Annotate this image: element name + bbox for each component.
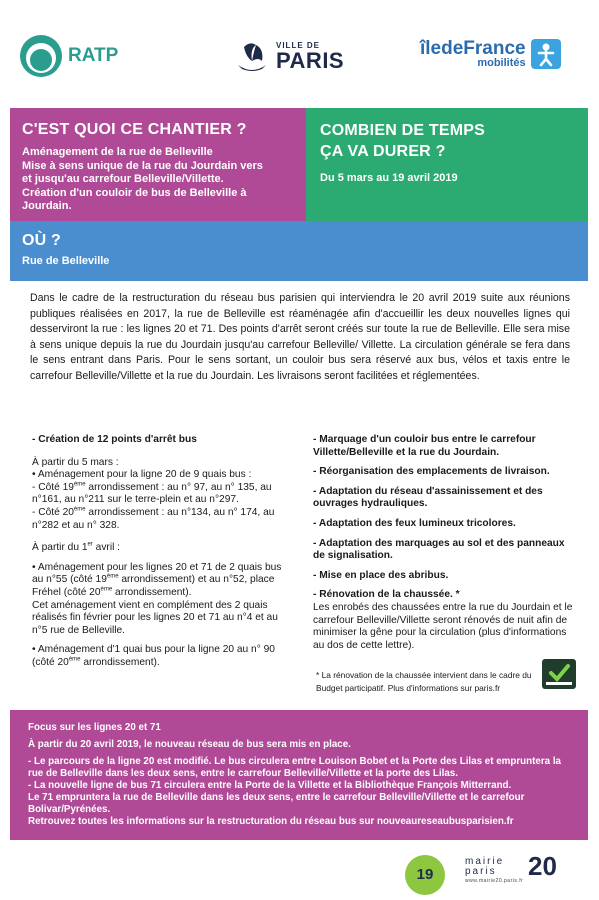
idf-logo-big: îledeFrance (420, 38, 526, 59)
what-line: et jusqu'au carrefour Belleville/Villette. (22, 173, 224, 185)
mairie-logo: mairie paris www.mairie20.paris.fr (465, 856, 524, 884)
duration-title: COMBIEN DE TEMPS (320, 122, 485, 139)
list-item: • Aménagement pour les lignes 20 et 71 de 2 quais bus au n°55 (côté 19ème arrondissement) et au n°52, place Fréhel (côté 20ème arrondissement). (32, 561, 282, 598)
list-item: - Adaptation des marquages au sol et des panneaux de signalisation. (313, 537, 565, 562)
focus-line: Le 71 empruntera la rue de Belleville dans les deux sens, entre le carrefour Belleville/Villette et le carrefour Bolivar/Pyrénées. (28, 792, 525, 815)
focus-line: Retrouvez toutes les informations sur la restructuration du réseau bus sur nouveaureseaubusparisien.fr (28, 816, 514, 827)
paris-logo-small: VILLE DE (276, 41, 321, 50)
intro-paragraph: Dans le cadre de la restructuration du réseau bus parisien qui interviendra le 20 avril 2019 suite aux réunions publiques réalisées en 2017, la rue de Belleville est réaménagée afin d'accueillir les deux nouvelles lignes qui desserviront la rue : les lignes 20 et 71. Des points d'arrêt seront créés sur toute la rue de Belleville. Elle sera mise à sens unique depuis la rue du Jourdain jusqu'au carrefour Belleville/ Villette. La circulation générale se fera dans le sens entrant dans Paris. Pour le sens sortant, un couloir bus sera réservé aux bus, vélos et taxis entre le carrefour Belleville/Villette et la rue du Jourdain. Les livraisons seront facilitées et réglementées. (30, 292, 570, 382)
what-section (10, 108, 306, 221)
list-item: - Création de 12 points d'arrêt bus (32, 434, 197, 445)
focus-line: À partir du 20 avril 2019, le nouveau réseau de bus sera mis en place. (28, 739, 351, 750)
focus-line: - Le parcours de la ligne 20 est modifié. Le bus circulera entre Louison Bobet et la Porte des Lilas et empruntera la rue de Belleville dans les deux sens, entre le carrefour Belleville/Villette et la porte des Lilas. (28, 756, 561, 779)
what-line: Aménagement de la rue de Belleville (22, 146, 213, 158)
list-item: À partir du 1er avril : (32, 541, 121, 554)
what-title: C'EST QUOI CE CHANTIER ? (22, 121, 247, 138)
list-item: - Adaptation des feux lumineux tricolores. (313, 517, 516, 529)
works-list-right (313, 434, 575, 652)
paris-logo-big: PARIS (276, 48, 345, 73)
what-line: Création d'un couloir de bus de Belleville à Jourdain. (22, 186, 247, 212)
duration-section (306, 108, 588, 221)
ratp-wordmark: RATP (68, 45, 119, 66)
ratp-logo (20, 35, 118, 77)
list-item: - Marquage d'un couloir bus entre le carrefour Villette/Belleville et la rue du Jourdain. (313, 434, 536, 458)
paris-ship-icon (232, 39, 272, 75)
budget-participatif-icon (542, 659, 576, 689)
footnote: * La rénovation de la chaussée intervient dans le cadre du Budget participatif. Plus d'informations sur paris.fr (316, 670, 532, 693)
focus-title: Focus sur les lignes 20 et 71 (28, 722, 161, 733)
arrondissement-19-badge: 19 (405, 855, 445, 895)
header-logos (10, 5, 588, 105)
paris-logo (232, 39, 344, 75)
duration-title: ÇA VA DURER ? (320, 143, 446, 160)
mairie-number: 20 (528, 851, 557, 881)
focus-section (10, 710, 588, 840)
ratp-emblem-icon (20, 35, 62, 77)
list-item: Les enrobés des chaussées entre la rue du Jourdain et le carrefour Belleville/Villette seront rénovés de nuit afin de minimiser la gêne pour la circulation (plus d'informations au dos de cette lettre). (313, 601, 573, 651)
list-item: À partir du 5 mars : (32, 456, 119, 468)
duration-dates: Du 5 mars au 19 avril 2019 (320, 172, 458, 184)
where-section (10, 221, 588, 281)
what-line: Mise à sens unique de la rue du Jourdain vers (22, 159, 263, 172)
list-item: - Côté 20ème arrondissement : au n°134, au n° 174, au n°282 et au n° 328. (32, 506, 275, 531)
list-item: - Réorganisation des emplacements de livraison. (313, 466, 550, 478)
list-item: - Adaptation du réseau d'assainissement et des ouvrages hydrauliques. (313, 485, 543, 510)
idf-logo-small: mobilités (477, 57, 526, 69)
idf-mobilites-logo (420, 39, 561, 69)
list-item: - Rénovation de la chaussée. * (313, 589, 460, 601)
notice-page (10, 5, 588, 895)
idf-person-icon (531, 39, 561, 69)
list-item: • Aménagement d'1 quai bus pour la ligne 20 au n° 90 (côté 20ème arrondissement). (32, 644, 275, 668)
focus-line: - La nouvelle ligne de bus 71 circulera entre la Porte de la Villette et la Bibliothèque François Mitterrand. (28, 780, 512, 791)
list-item: - Mise en place des abribus. (313, 569, 449, 581)
list-item: - Côté 19ème arrondissement : au n° 97, au n° 135, au n°161, au n°211 sur le terre-plein et au n°297. (32, 481, 272, 506)
list-item: • Aménagement pour la ligne 20 de 9 quais bus : (32, 469, 252, 481)
where-place: Rue de Belleville (22, 255, 110, 267)
list-item: Cet aménagement vient en complément des 2 quais réalisés fin février pour les lignes 20 et 71 au n°4 et au n°5 rue de Belleville. (32, 599, 278, 636)
where-title: OÙ ? (22, 232, 62, 249)
works-list-left (32, 434, 294, 670)
